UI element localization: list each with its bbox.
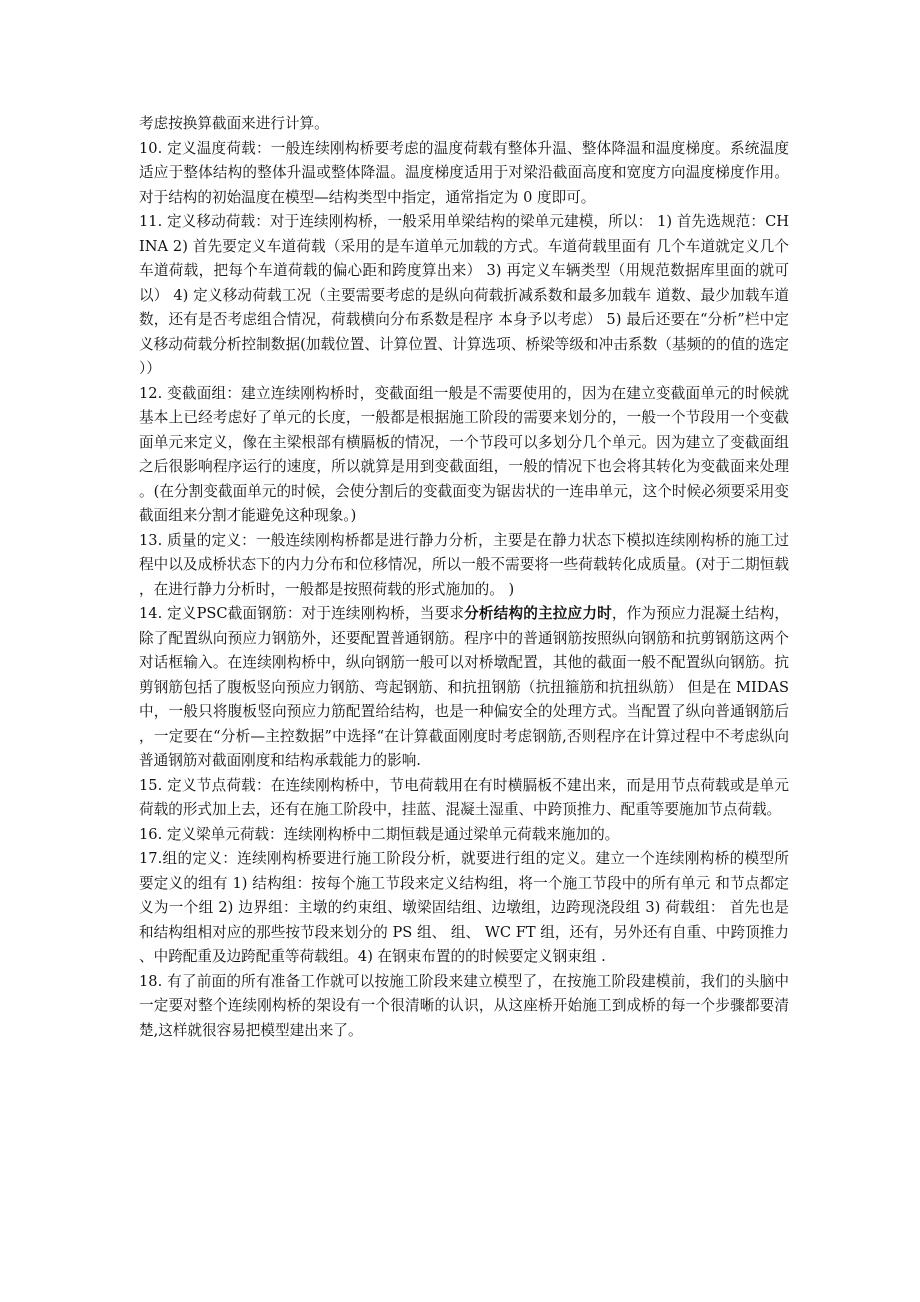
paragraph-13-mass-definition: 13. 质量的定义：一般连续刚构桥都是进行静力分析，主要是在静力状态下模拟连续刚构桥的施工过程中以及成桥状态下的内力分布和位移情况，所以一般不需要将一些荷载转化成质量。(对于二期恒载，在进行静力分析时，一般都是按照荷载的形式施加的。 ) (139, 531, 789, 598)
paragraph-10-temperature-load: 10. 定义温度荷载：一般连续刚构桥要考虑的温度荷载有整体升温、整体降温和温度梯度。系统温度适应于整体结构的整体升温或整体降温。温度梯度适用于对梁沿截面高度和宽度方向温度梯度作用。对于结构的初始温度在模型—结构类型中指定，通常指定为 0 度即可。 (139, 139, 789, 206)
document-page (139, 112, 789, 1043)
paragraph-18-construction-stage: 18. 有了前面的所有准备工作就可以按施工阶段来建立模型了，在按施工阶段建模前，我们的头脑中一定要对整个连续刚构桥的架设有一个很清晰的认识，从这座桥开始施工到成桥的每一个步骤都要清楚,这样就很容易把模型建出来了。 (139, 972, 789, 1039)
paragraph-15-node-load: 15. 定义节点荷载：在连续刚构桥中，节电荷载用在有时横膈板不建出来，而是用节点荷载或是单元荷载的形式加上去，还有在施工阶段中，挂蓝、混凝土湿重、中跨顶推力、配重等要施加节点荷载。 (139, 776, 789, 818)
paragraph-14-emphasis: 分析结构的主拉应力时 (464, 605, 612, 622)
paragraph-12-variable-section-group: 12. 变截面组：建立连续刚构桥时，变截面组一般是不需要使用的，因为在建立变截面单元的时候就基本上已经考虑好了单元的长度，一般都是根据施工阶段的需要来划分的，一般一个节段用一个变截面单元来定义，像在主梁根部有横膈板的情况，一个节段可以多划分几个单元。因为建立了变截面组之后很影响程序运行的速度，所以就算是用到变截面组，一般的情况下也会将其转化为变截面来处理。(在分割变截面单元的时候，会使分割后的变截面变为锯齿状的一连串单元，这个时候必须要采用变截面组来分割才能避免这种现象。) (139, 384, 789, 524)
paragraph-17-group-definition: 17.组的定义：连续刚构桥要进行施工阶段分析，就要进行组的定义。建立一个连续刚构桥的模型所要定义的组有 1) 结构组：按每个施工节段来定义结构组，将一个施工节段中的所有单元 和节点都定义为一个组 2) 边界组：主墩的约束组、墩梁固结组、边墩组，边跨现浇段组 3) 荷载组： 首先也是和结构组相对应的那些按节段来划分的 PS 组、 组、 WC FT 组，还有，另外还有自重、中跨顶推力、中跨配重及边跨配重等荷载组。4) 在钢束布置的的时候要定义钢束组 . (139, 850, 789, 965)
paragraph-14-psc-rebar (139, 602, 789, 774)
paragraph-intro: 考虑按换算截面来进行计算。 (139, 115, 329, 132)
paragraph-14-prefix: 14. 定义PSC截面钢筋：对于连续刚构桥，当要求 (139, 605, 465, 622)
paragraph-11-moving-load: 11. 定义移动荷载：对于连续刚构桥，一般采用单梁结构的梁单元建模，所以： 1) 首先选规范：CHINA 2) 首先要定义车道荷载（采用的是车道单元加载的方式。车道荷载里面有 几个车道就定义几个车道荷载，把每个车道荷载的偏心距和跨度算出来） 3) 再定义车辆类型（用规范数据库里面的就可以） 4) 定义移动荷载工况（主要需要考虑的是纵向荷载折减系数和最多加载车 道数、最少加载车道数，还有是否考虑组合情况，荷载横向分布系数是程序 本身予以考虑） 5) 最后还要在“分析”栏中定义移动荷载分析控制数据(加载位置、计算位置、计算选项、桥梁等级和冲击系数（基频的的值的选定）） (139, 213, 789, 377)
paragraph-14-body: ，作为预应力混凝土结构，除了配置纵向预应力钢筋外，还要配置普通钢筋。程序中的普通钢筋按照纵向钢筋和抗剪钢筋这两个对话框输入。在连续刚构桥中，纵向钢筋一般可以对桥墩配置，其他的截面一般不配置纵向钢筋。抗剪钢筋包括了腹板竖向预应力钢筋、弯起钢筋、和抗扭钢筋（抗扭箍筋和抗扭纵筋） 但是在 MIDAS 中，一般只将腹板竖向预应力筋配置给结构，也是一种偏安全的处理方式。当配置了纵向普通钢筋后，一定要在“分析—主控数据”中选择“在计算截面刚度时考虑钢筋,否则程序在计算过程中不考虑纵向普通钢筋对截面刚度和结构承载能力的影响. (139, 605, 789, 769)
paragraph-16-beam-load: 16. 定义梁单元荷载：连续刚构桥中二期恒载是通过梁单元荷载来施加的。 (139, 825, 620, 843)
